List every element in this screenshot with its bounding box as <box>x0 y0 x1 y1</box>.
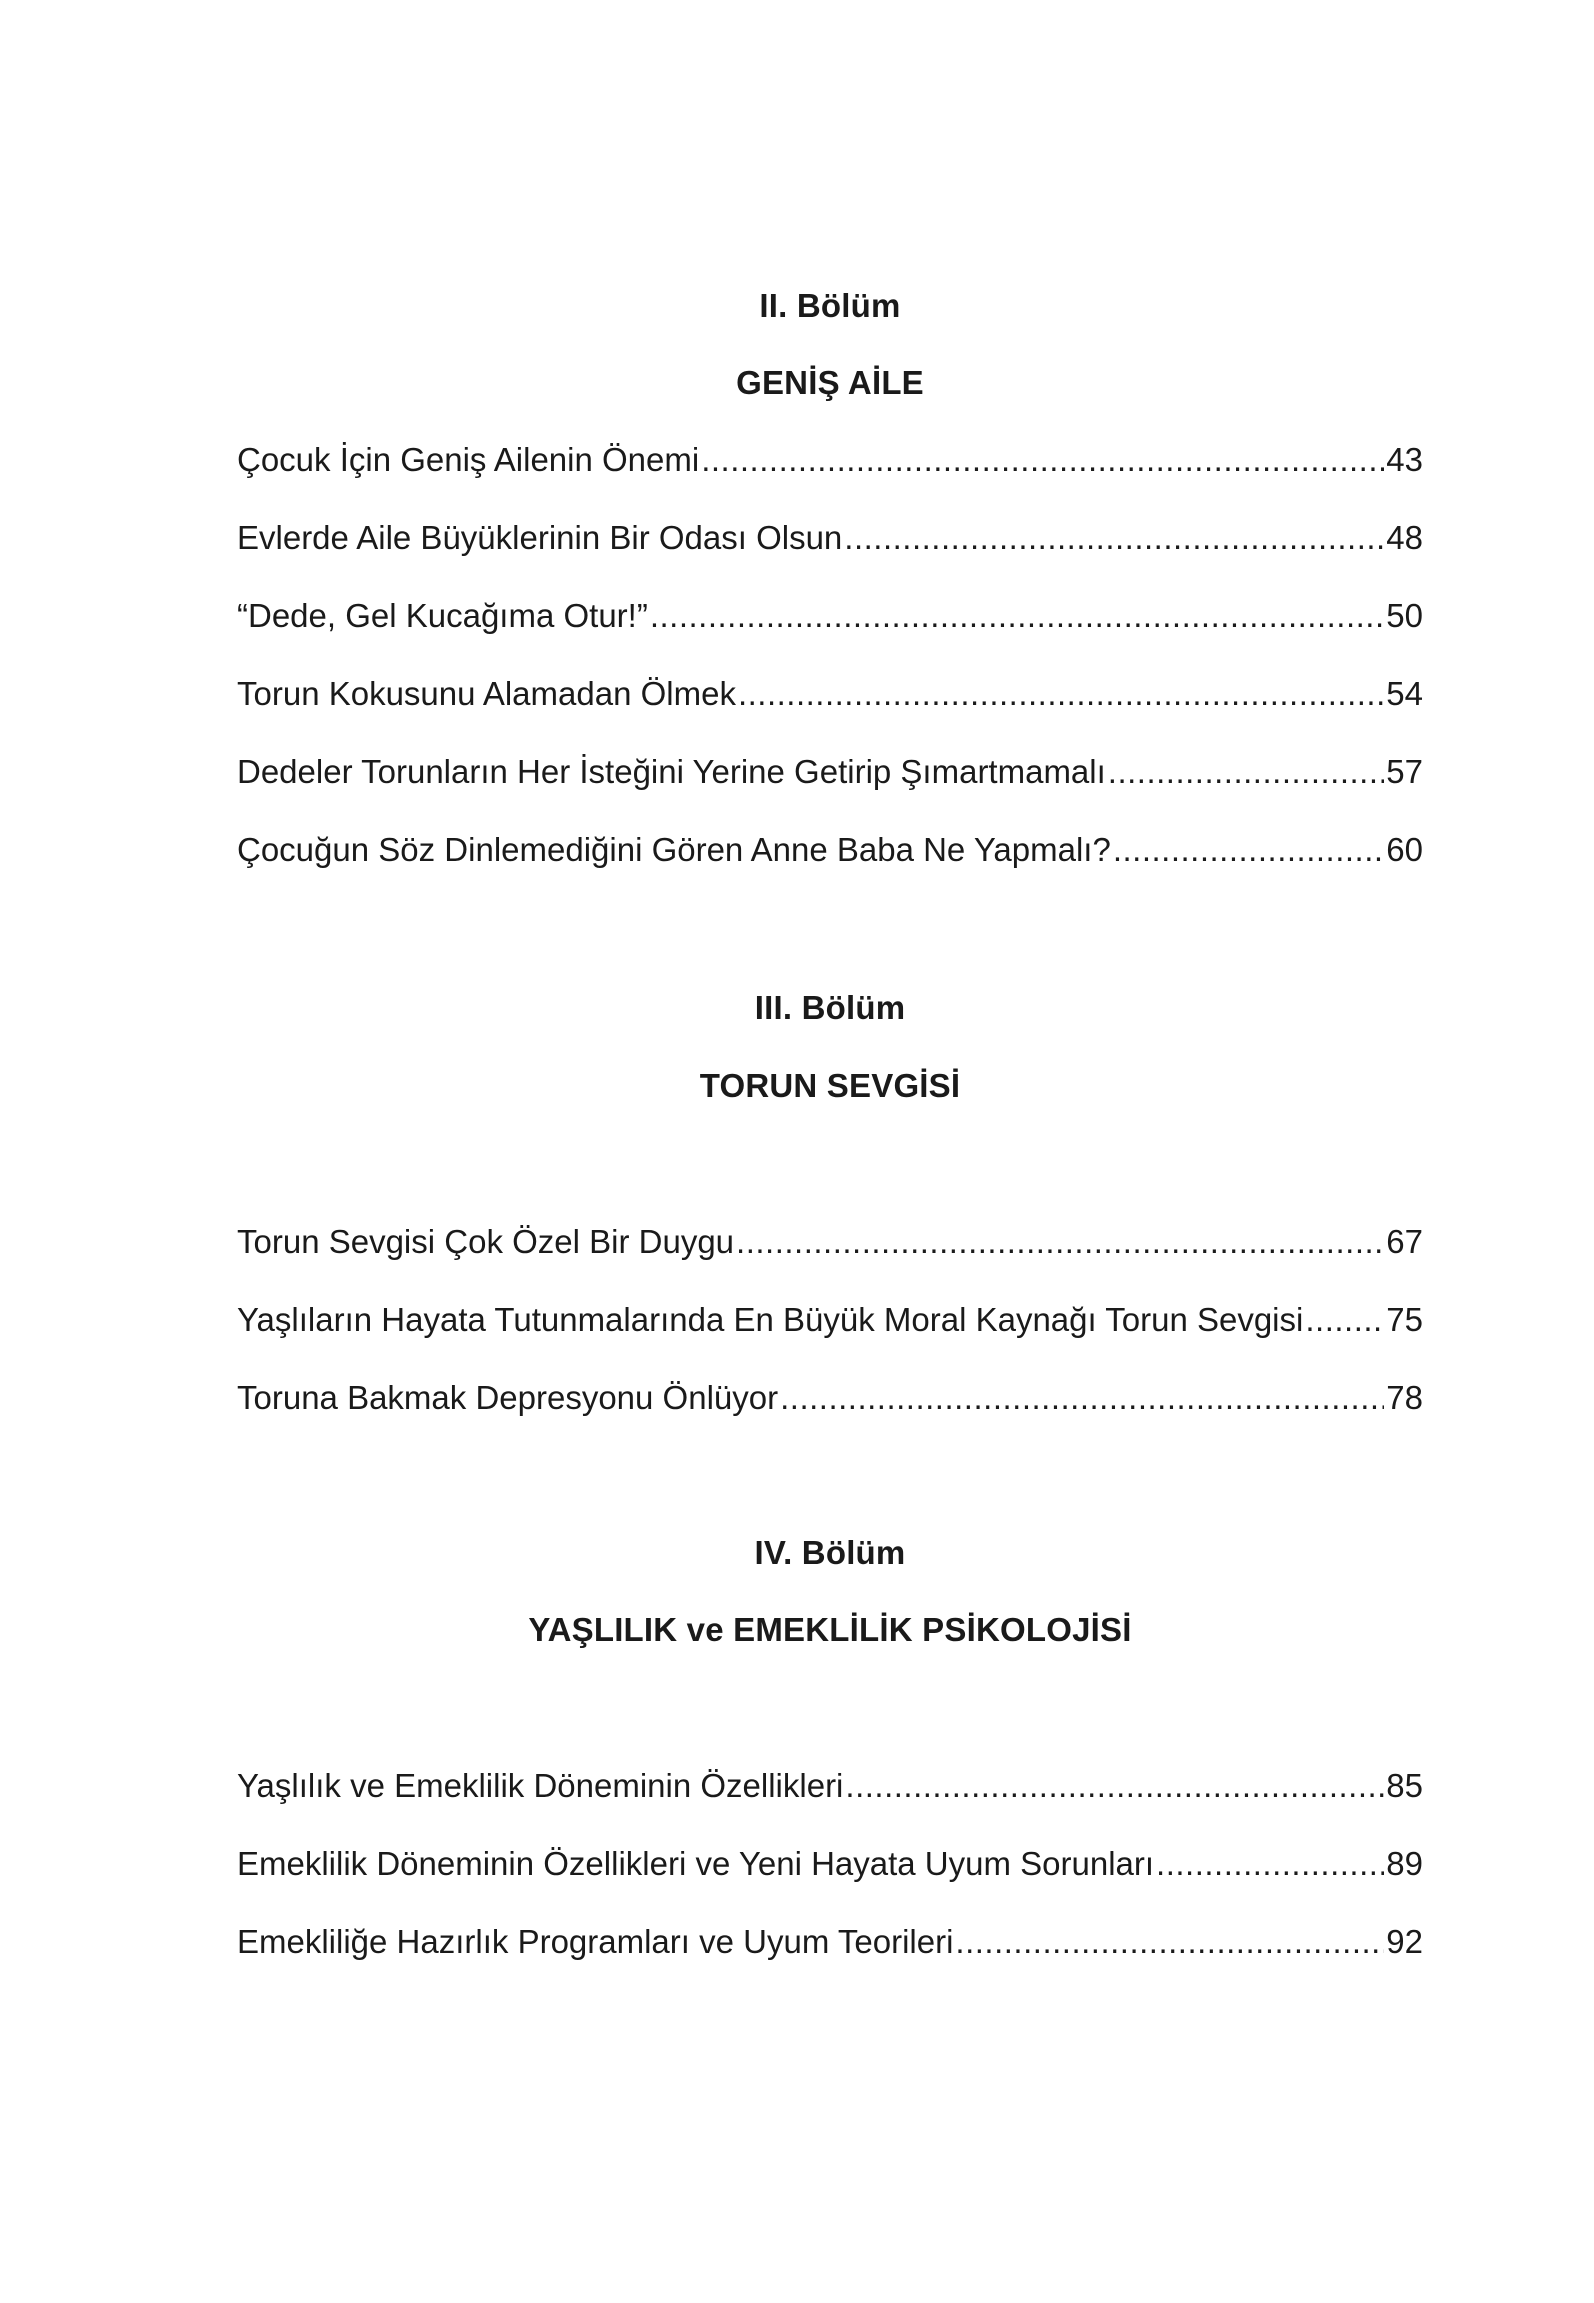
toc-entry-title: Yaşlıların Hayata Tutunmalarında En Büyük Moral Kaynağı Torun Sevgisi <box>237 1301 1304 1338</box>
toc-entry-page: 57 <box>1386 753 1423 790</box>
toc-entry-title: Çocuk İçin Geniş Ailenin Önemi <box>237 441 700 478</box>
chapter-title: TORUN SEVGİSİ <box>699 1067 961 1104</box>
table-of-contents-page <box>237 0 1423 2303</box>
toc-entry[interactable] <box>237 672 1423 716</box>
chapter-heading: II. Bölüm <box>759 287 901 324</box>
toc-entry-page: 48 <box>1386 519 1423 556</box>
toc-entry-title: Çocuğun Söz Dinlemediğini Gören Anne Baba Ne Yapmalı? <box>237 831 1111 868</box>
toc-entry-title: Emekliliğe Hazırlık Programları ve Uyum Teorileri <box>237 1923 954 1960</box>
dot-leader <box>738 672 1384 716</box>
toc-entry-title: Yaşlılık ve Emeklilik Döneminin Özellikleri <box>237 1767 844 1804</box>
dot-leader <box>1305 1298 1384 1342</box>
toc-entry-page: 78 <box>1386 1379 1423 1416</box>
toc-entry-page: 60 <box>1386 831 1423 868</box>
toc-entry-title: “Dede, Gel Kucağıma Otur!” <box>237 597 648 634</box>
toc-entry[interactable] <box>237 438 1423 482</box>
dot-leader <box>736 1220 1384 1264</box>
dot-leader <box>650 594 1384 638</box>
toc-entry[interactable] <box>237 750 1423 794</box>
toc-entry-page: 43 <box>1386 441 1423 478</box>
toc-entry[interactable] <box>237 1920 1423 1964</box>
toc-entry-title: Torun Kokusunu Alamadan Ölmek <box>237 675 736 712</box>
dot-leader <box>845 1764 1384 1808</box>
toc-entry-page: 50 <box>1386 597 1423 634</box>
toc-entry-page: 67 <box>1386 1223 1423 1260</box>
dot-leader <box>780 1376 1384 1420</box>
toc-entry[interactable] <box>237 1842 1423 1886</box>
chapter-title: GENİŞ AİLE <box>736 364 924 401</box>
dot-leader <box>1156 1842 1384 1886</box>
toc-entry[interactable] <box>237 1764 1423 1808</box>
toc-entry-page: 89 <box>1386 1845 1423 1882</box>
toc-entry-title: Emeklilik Döneminin Özellikleri ve Yeni Hayata Uyum Sorunları <box>237 1845 1155 1882</box>
toc-entry-page: 75 <box>1386 1301 1423 1338</box>
dot-leader <box>701 438 1384 482</box>
dot-leader <box>955 1920 1384 1964</box>
chapter-heading: III. Bölüm <box>754 989 906 1026</box>
toc-entry-page: 92 <box>1386 1923 1423 1960</box>
toc-entry-title: Torun Sevgisi Çok Özel Bir Duygu <box>237 1223 735 1260</box>
chapter-title: YAŞLILIK ve EMEKLİLİK PSİKOLOJİSİ <box>528 1611 1132 1648</box>
toc-entry-title: Evlerde Aile Büyüklerinin Bir Odası Olsun <box>237 519 843 556</box>
toc-entry[interactable] <box>237 1376 1423 1420</box>
toc-entry-page: 85 <box>1386 1767 1423 1804</box>
toc-entry-title: Toruna Bakmak Depresyonu Önlüyor <box>237 1379 779 1416</box>
dot-leader <box>1113 828 1384 872</box>
chapter-heading: IV. Bölüm <box>754 1534 906 1571</box>
toc-entry[interactable] <box>237 516 1423 560</box>
toc-entry[interactable] <box>237 1220 1423 1264</box>
toc-entry-title: Dedeler Torunların Her İsteğini Yerine Getirip Şımartmamalı <box>237 753 1106 790</box>
toc-entry-page: 54 <box>1386 675 1423 712</box>
toc-entry[interactable] <box>237 594 1423 638</box>
toc-entry[interactable] <box>237 1298 1423 1342</box>
dot-leader <box>844 516 1384 560</box>
toc-entry[interactable] <box>237 828 1423 872</box>
dot-leader <box>1108 750 1385 794</box>
